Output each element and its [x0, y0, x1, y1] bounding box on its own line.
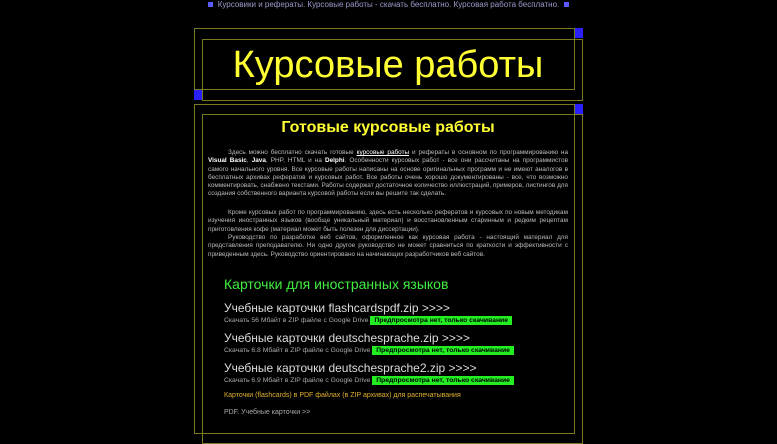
languages-paragraph: Кроме курсовых работ по программированию, здесь есть несколько рефератов и курсовых по новым методикам изучения иностранных языков (вообще уникальный материал) и восстановленным старинным и редким рецептам приготовления кофе (материал может быть полезен для диссертации).: [208, 209, 568, 233]
section-title: Готовые курсовые работы: [281, 119, 495, 136]
square-bullet-icon: [564, 2, 569, 7]
pdf-flashcards-link[interactable]: Карточки (flashcards) в PDF файлах (в ZIP архивах) для распечатывания: [224, 392, 461, 399]
preview-badge: Предпросмотра нет, только скачивание: [370, 316, 512, 325]
preview-badge: Предпросмотра нет, только скачивание: [372, 376, 514, 385]
blue-marker-icon: [575, 28, 583, 38]
pdf-more-link[interactable]: PDF. Учебные карточки >>: [224, 409, 311, 416]
square-bullet-icon: [208, 2, 213, 7]
card-download-link[interactable]: Учебные карточки flashcardspdf.zip >>>>: [224, 301, 450, 315]
card-download-info: Скачать 6.9 Мбайт в ZIP файле с Google Drive Предпросмотра нет, только скачивание: [224, 376, 514, 385]
cards-section-title: Карточки для иностранных языков: [224, 276, 449, 292]
intro-paragraph: Здесь можно бесплатно скачать готовые курсовые работы и рефераты в основном по программированию на Visual Basic, Java, PHP, HTML и на Delphi. Особенности курсовых работ - все они рассчитаны на программистов самого начального уровня. Все курсовые работы написаны на основе оригинальных программ и не имеют аналогов в бесплатных архивах рефератов и курсовых работ. Все работы очень хорошо документированы - все, что возможно комментировать, снабжено текстами. Работы содержат достаточное количество иллюстраций, примеров, листингов для создания собственного варианта курсовой работы если вы решите так сделать.: [208, 149, 568, 198]
blue-marker-icon: [575, 104, 583, 114]
card-download-link[interactable]: Учебные карточки deutschesprache.zip >>>>: [224, 331, 470, 345]
top-navigation-text[interactable]: Курсовики и рефераты. Курсовые работы - скачать бесплатно. Курсовая работа бесплатно.: [217, 0, 560, 9]
blue-marker-icon: [194, 90, 202, 100]
banner-title: Курсовые работы: [232, 44, 544, 86]
coursework-link[interactable]: курсовые работы: [356, 149, 410, 156]
webdev-paragraph: Руководство по разработке веб сайтов, оформленное как курсовая работа - настоящий материал для представления преподавателю. Ни одно другое руководство не может сравниться по краткости и эффективности с приведенным здесь. Руководство ориентировано на начинающих разработчиков веб сайтов.: [208, 234, 568, 258]
card-download-info: Скачать 6.8 Мбайт в ZIP файле с Google Drive Предпросмотра нет, только скачивание: [224, 346, 514, 355]
card-download-link[interactable]: Учебные карточки deutschesprache2.zip >>>>: [224, 361, 477, 375]
top-navigation-strip: [0, 0, 777, 10]
preview-badge: Предпросмотра нет, только скачивание: [372, 346, 514, 355]
card-download-info: Скачать 56 Мбайт в ZIP файле с Google Drive Предпросмотра нет, только скачивание: [224, 316, 512, 325]
